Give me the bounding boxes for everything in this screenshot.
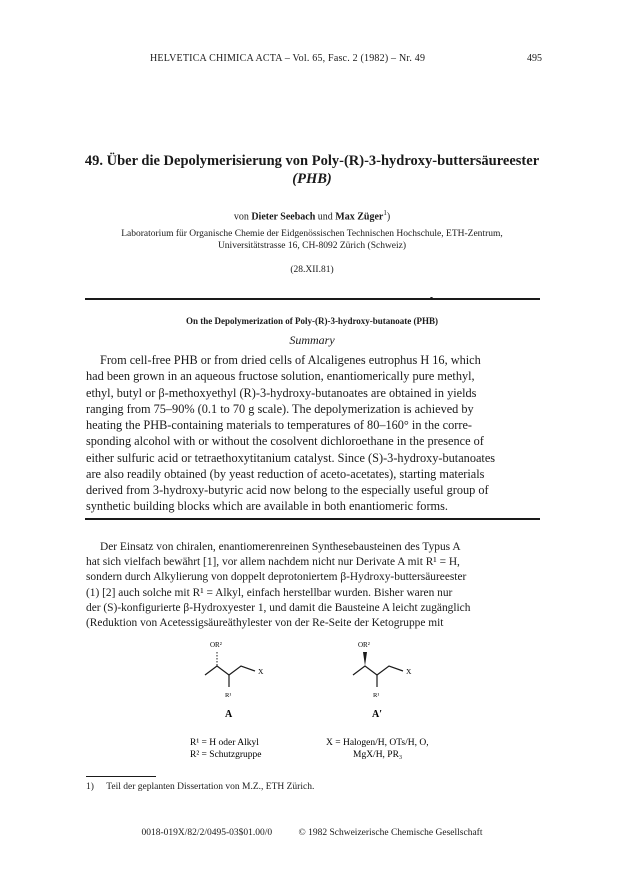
footnote-rule bbox=[86, 776, 156, 777]
body-text bbox=[86, 540, 540, 631]
r1-label: R¹ bbox=[373, 692, 380, 699]
summary-line: had been grown in an aqueous fructose solution, enantiomerically pure methyl, bbox=[86, 369, 475, 384]
summary-text bbox=[86, 352, 540, 515]
article-title bbox=[60, 152, 564, 188]
page-footer bbox=[60, 828, 564, 838]
caption-a-1: R¹ = H oder Alkyl bbox=[190, 738, 259, 748]
footnote bbox=[86, 782, 314, 792]
summary-line: derived from 3-hydroxy-butyric acid now belong to the especially useful group of bbox=[86, 483, 489, 497]
body-line: Der Einsatz von chiralen, enantiomerenreinen Synthesebausteinen des Typus A bbox=[100, 541, 461, 553]
compound-a-prime-label: A′ bbox=[372, 709, 383, 720]
affiliation bbox=[40, 228, 584, 252]
summary-line: ranging from 75–90% (0.1 to 70 g scale). The depolymerization is achieved by bbox=[86, 401, 474, 416]
footer-code: 0018-019X/82/2/0495-03$01.00/0 bbox=[141, 828, 273, 838]
chemical-scheme bbox=[170, 635, 490, 770]
journal-header: HELVETICA CHIMICA ACTA – Vol. 65, Fasc. 2 (1982) – Nr. 49 bbox=[150, 53, 426, 64]
author-2: Max Züger bbox=[335, 211, 384, 223]
affiliation-line-1: Laboratorium für Organische Chemie der Eidgenössischen Technischen Hochschule, ETH-Zentrum, bbox=[121, 229, 503, 239]
caption-a-prime-1: X = Halogen/H, OTs/H, O, bbox=[326, 738, 429, 748]
authors-prefix: von bbox=[233, 211, 249, 223]
x-label: X bbox=[406, 667, 412, 676]
divider-summary bbox=[85, 518, 540, 520]
summary-line: either sulfuric acid or tetraethoxytitanium catalyst. Since (S)-3-hydroxy-butanoates bbox=[86, 450, 496, 465]
compound-a-label: A bbox=[225, 709, 233, 720]
r1-label: R¹ bbox=[225, 692, 232, 699]
caption-a-prime-2: MgX/H, PR₃ bbox=[353, 750, 403, 760]
author-1: Dieter Seebach bbox=[251, 211, 316, 223]
affiliation-line-2: Universitätstrasse 16, CH-8092 Zürich (Schweiz) bbox=[217, 241, 407, 251]
caption-a-2: R² = Schutzgruppe bbox=[190, 750, 262, 760]
structure-a bbox=[190, 641, 264, 760]
divider-top bbox=[85, 298, 540, 300]
carbon-chain bbox=[205, 666, 255, 675]
or2-label: OR² bbox=[210, 641, 222, 649]
or2-label: OR² bbox=[358, 641, 370, 649]
author-footnote-marker: 1 bbox=[383, 209, 387, 217]
body-line: sondern durch Alkylierung von doppelt deprotoniertem β-Hydroxy-buttersäureester bbox=[86, 571, 467, 584]
summary-heading: Summary bbox=[289, 333, 335, 347]
body-line: der (S)-konfigurierte β-Hydroxyester 1, und damit die Bausteine A leicht zugänglich bbox=[86, 601, 471, 614]
summary-line: synthetic building blocks which are available in both enantiomeric forms. bbox=[86, 499, 448, 514]
footnote-marker: 1) bbox=[86, 782, 94, 792]
structure-a-prime bbox=[326, 641, 429, 760]
page-number: 495 bbox=[527, 53, 542, 64]
english-title: On the Depolymerization of Poly-(R)-3-hydroxy-butanoate (PHB) bbox=[185, 316, 439, 326]
divider-dot bbox=[430, 297, 433, 300]
authors-line: von Dieter Seebach und Max Züger$^1$) bbox=[233, 209, 391, 223]
authors-and: und bbox=[317, 211, 333, 223]
x-label: X bbox=[258, 667, 264, 676]
body-line: (Reduktion von Acetessigsäureäthylester von der Re-Seite der Ketogruppe mit bbox=[86, 617, 444, 630]
summary-line: sponding alcohol with or without the cosolvent dichloroethane in the presence of bbox=[86, 434, 484, 449]
footer-copyright: © 1982 Schweizerische Chemische Gesellschaft bbox=[298, 828, 483, 838]
carbon-chain bbox=[353, 666, 403, 675]
title-line-1: 49. Über die Depolymerisierung von Poly-(R)-3-hydroxy-buttersäureester bbox=[84, 153, 540, 169]
wedge-bond bbox=[363, 652, 367, 666]
footnote-text: Teil der geplanten Dissertation von M.Z., ETH Zürich. bbox=[106, 782, 315, 792]
summary-line: are also readily obtained (by yeast reduction of aceto-acetates), starting materials bbox=[86, 466, 485, 481]
body-line: (1) [2] auch solche mit R¹ = Alkyl, einfach herstellbar wurden. Bisher waren nur bbox=[86, 586, 453, 599]
received-date: (28.XII.81) bbox=[290, 265, 334, 275]
summary-line: heating the PHB-containing materials to temperatures of 80–160° in the corre- bbox=[86, 418, 473, 432]
body-line: hat sich vielfach bewährt [1], vor allem nachdem nicht nur Derivate A mit R¹ = H, bbox=[86, 556, 460, 569]
summary-line: From cell-free PHB or from dried cells of Alcaligenes eutrophus H 16, which bbox=[100, 353, 481, 367]
summary-line: ethyl, butyl or β-methoxyethyl (R)-3-hydroxy-butanoates are obtained in yields bbox=[86, 385, 477, 400]
title-line-2: (PHB) bbox=[292, 171, 332, 187]
